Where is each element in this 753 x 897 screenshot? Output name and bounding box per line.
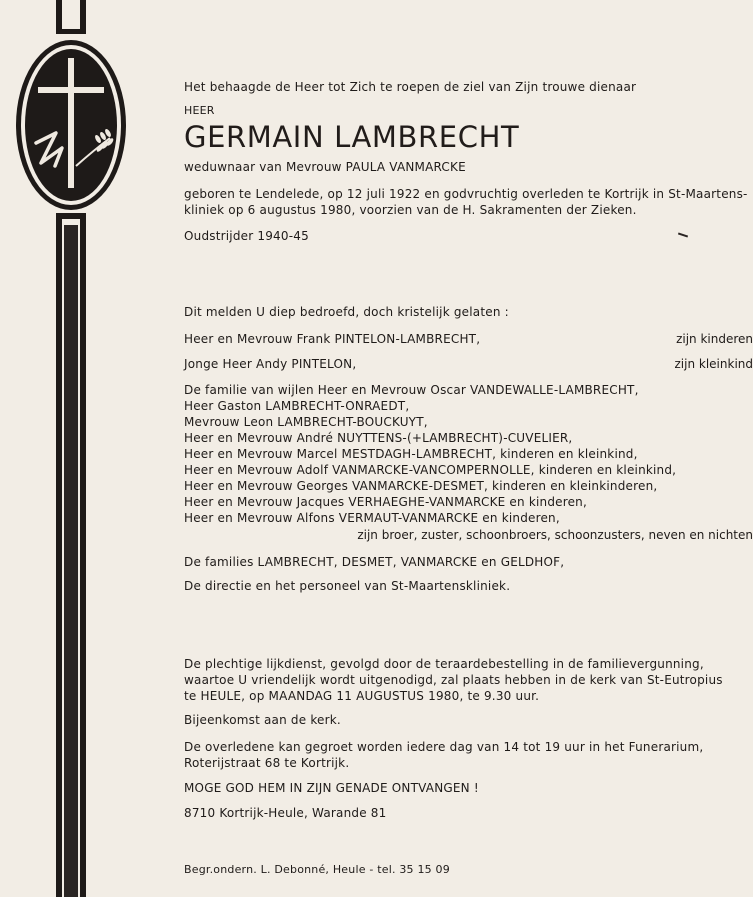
address-line: 8710 Kortrijk-Heule, Warande 81	[184, 806, 387, 820]
cross-vertical	[68, 58, 74, 188]
undertaker-line: Begr.ondern. L. Debonné, Heule - tel. 35 15 09	[184, 863, 450, 876]
service-line-1: De plechtige lijkdienst, gevolgd door de teraardebestelling in de familievergunning,	[184, 657, 704, 671]
relative-relation-2: zijn kleinkind	[674, 357, 753, 371]
prayer-line: MOGE GOD HEM IN ZIJN GENADE ONTVANGEN !	[184, 781, 479, 795]
family-line: Heer Gaston LAMBRECHT-ONRAEDT,	[184, 399, 410, 413]
decorative-band-bottom-core	[64, 225, 78, 897]
staff-line: De directie en het personeel van St-Maartenskliniek.	[184, 579, 511, 593]
service-line-3: te HEULE, op MAANDAG 11 AUGUSTUS 1980, te 9.30 uur.	[184, 689, 540, 703]
relative-name-2: Jonge Heer Andy PINTELON,	[184, 357, 357, 371]
announce-line: Dit melden U diep bedroefd, doch kristelijk gelaten :	[184, 305, 509, 319]
relative-name-1: Heer en Mevrouw Frank PINTELON-LAMBRECHT,	[184, 332, 481, 346]
visitation-line-2: Roterijstraat 68 te Kortrijk.	[184, 756, 350, 770]
families-line: De families LAMBRECHT, DESMET, VANMARCKE en GELDHOF,	[184, 555, 565, 569]
honorific: HEER	[184, 104, 215, 117]
intro-text: Het behaagde de Heer tot Zich te roepen de ziel van Zijn trouwe dienaar	[184, 80, 637, 94]
deceased-name: GERMAIN LAMBRECHT	[184, 120, 520, 154]
extended-family-line: zijn broer, zuster, schoonbroers, schoonzusters, neven en nichten	[357, 528, 753, 542]
birth-death-line-1: geboren te Lendelede, op 12 juli 1922 en godvruchtig overleden te Kortrijk in St-Maartens-	[184, 187, 748, 201]
widower-line: weduwnaar van Mevrouw PAULA VANMARCKE	[184, 160, 466, 174]
birth-death-line-2: kliniek op 6 augustus 1980, voorzien van de H. Sakramenten der Zieken.	[184, 203, 637, 217]
family-line: Heer en Mevrouw Georges VANMARCKE-DESMET, kinderen en kleinkinderen,	[184, 479, 658, 493]
service-line-2: waartoe U vriendelijk wordt uitgenodigd, zal plaats hebben in de kerk van St-Eutropius	[184, 673, 723, 687]
meeting-line: Bijeenkomst aan de kerk.	[184, 713, 341, 727]
visitation-line-1: De overledene kan gegroet worden iedere dag van 14 tot 19 uur in het Funerarium,	[184, 740, 704, 754]
family-line: Heer en Mevrouw Marcel MESTDAGH-LAMBRECHT, kinderen en kleinkind,	[184, 447, 638, 461]
relative-relation-1: zijn kinderen	[676, 332, 753, 346]
decorative-band-top-inner	[62, 0, 80, 29]
cross-emblem-icon	[14, 38, 128, 212]
cross-horizontal	[38, 87, 104, 93]
family-line: De familie van wijlen Heer en Mevrouw Oscar VANDEWALLE-LAMBRECHT,	[184, 383, 639, 397]
family-line: Mevrouw Leon LAMBRECHT-BOUCKUYT,	[184, 415, 428, 429]
family-line: Heer en Mevrouw Jacques VERHAEGHE-VANMARCKE en kinderen,	[184, 495, 587, 509]
family-line: Heer en Mevrouw Alfons VERMAUT-VANMARCKE en kinderen,	[184, 511, 560, 525]
family-line: Heer en Mevrouw André NUYTTENS-(+LAMBRECHT)-CUVELIER,	[184, 431, 573, 445]
veteran-line: Oudstrijder 1940-45	[184, 229, 309, 243]
ink-speck	[678, 233, 688, 238]
family-line: Heer en Mevrouw Adolf VANMARCKE-VANCOMPERNOLLE, kinderen en kleinkind,	[184, 463, 677, 477]
